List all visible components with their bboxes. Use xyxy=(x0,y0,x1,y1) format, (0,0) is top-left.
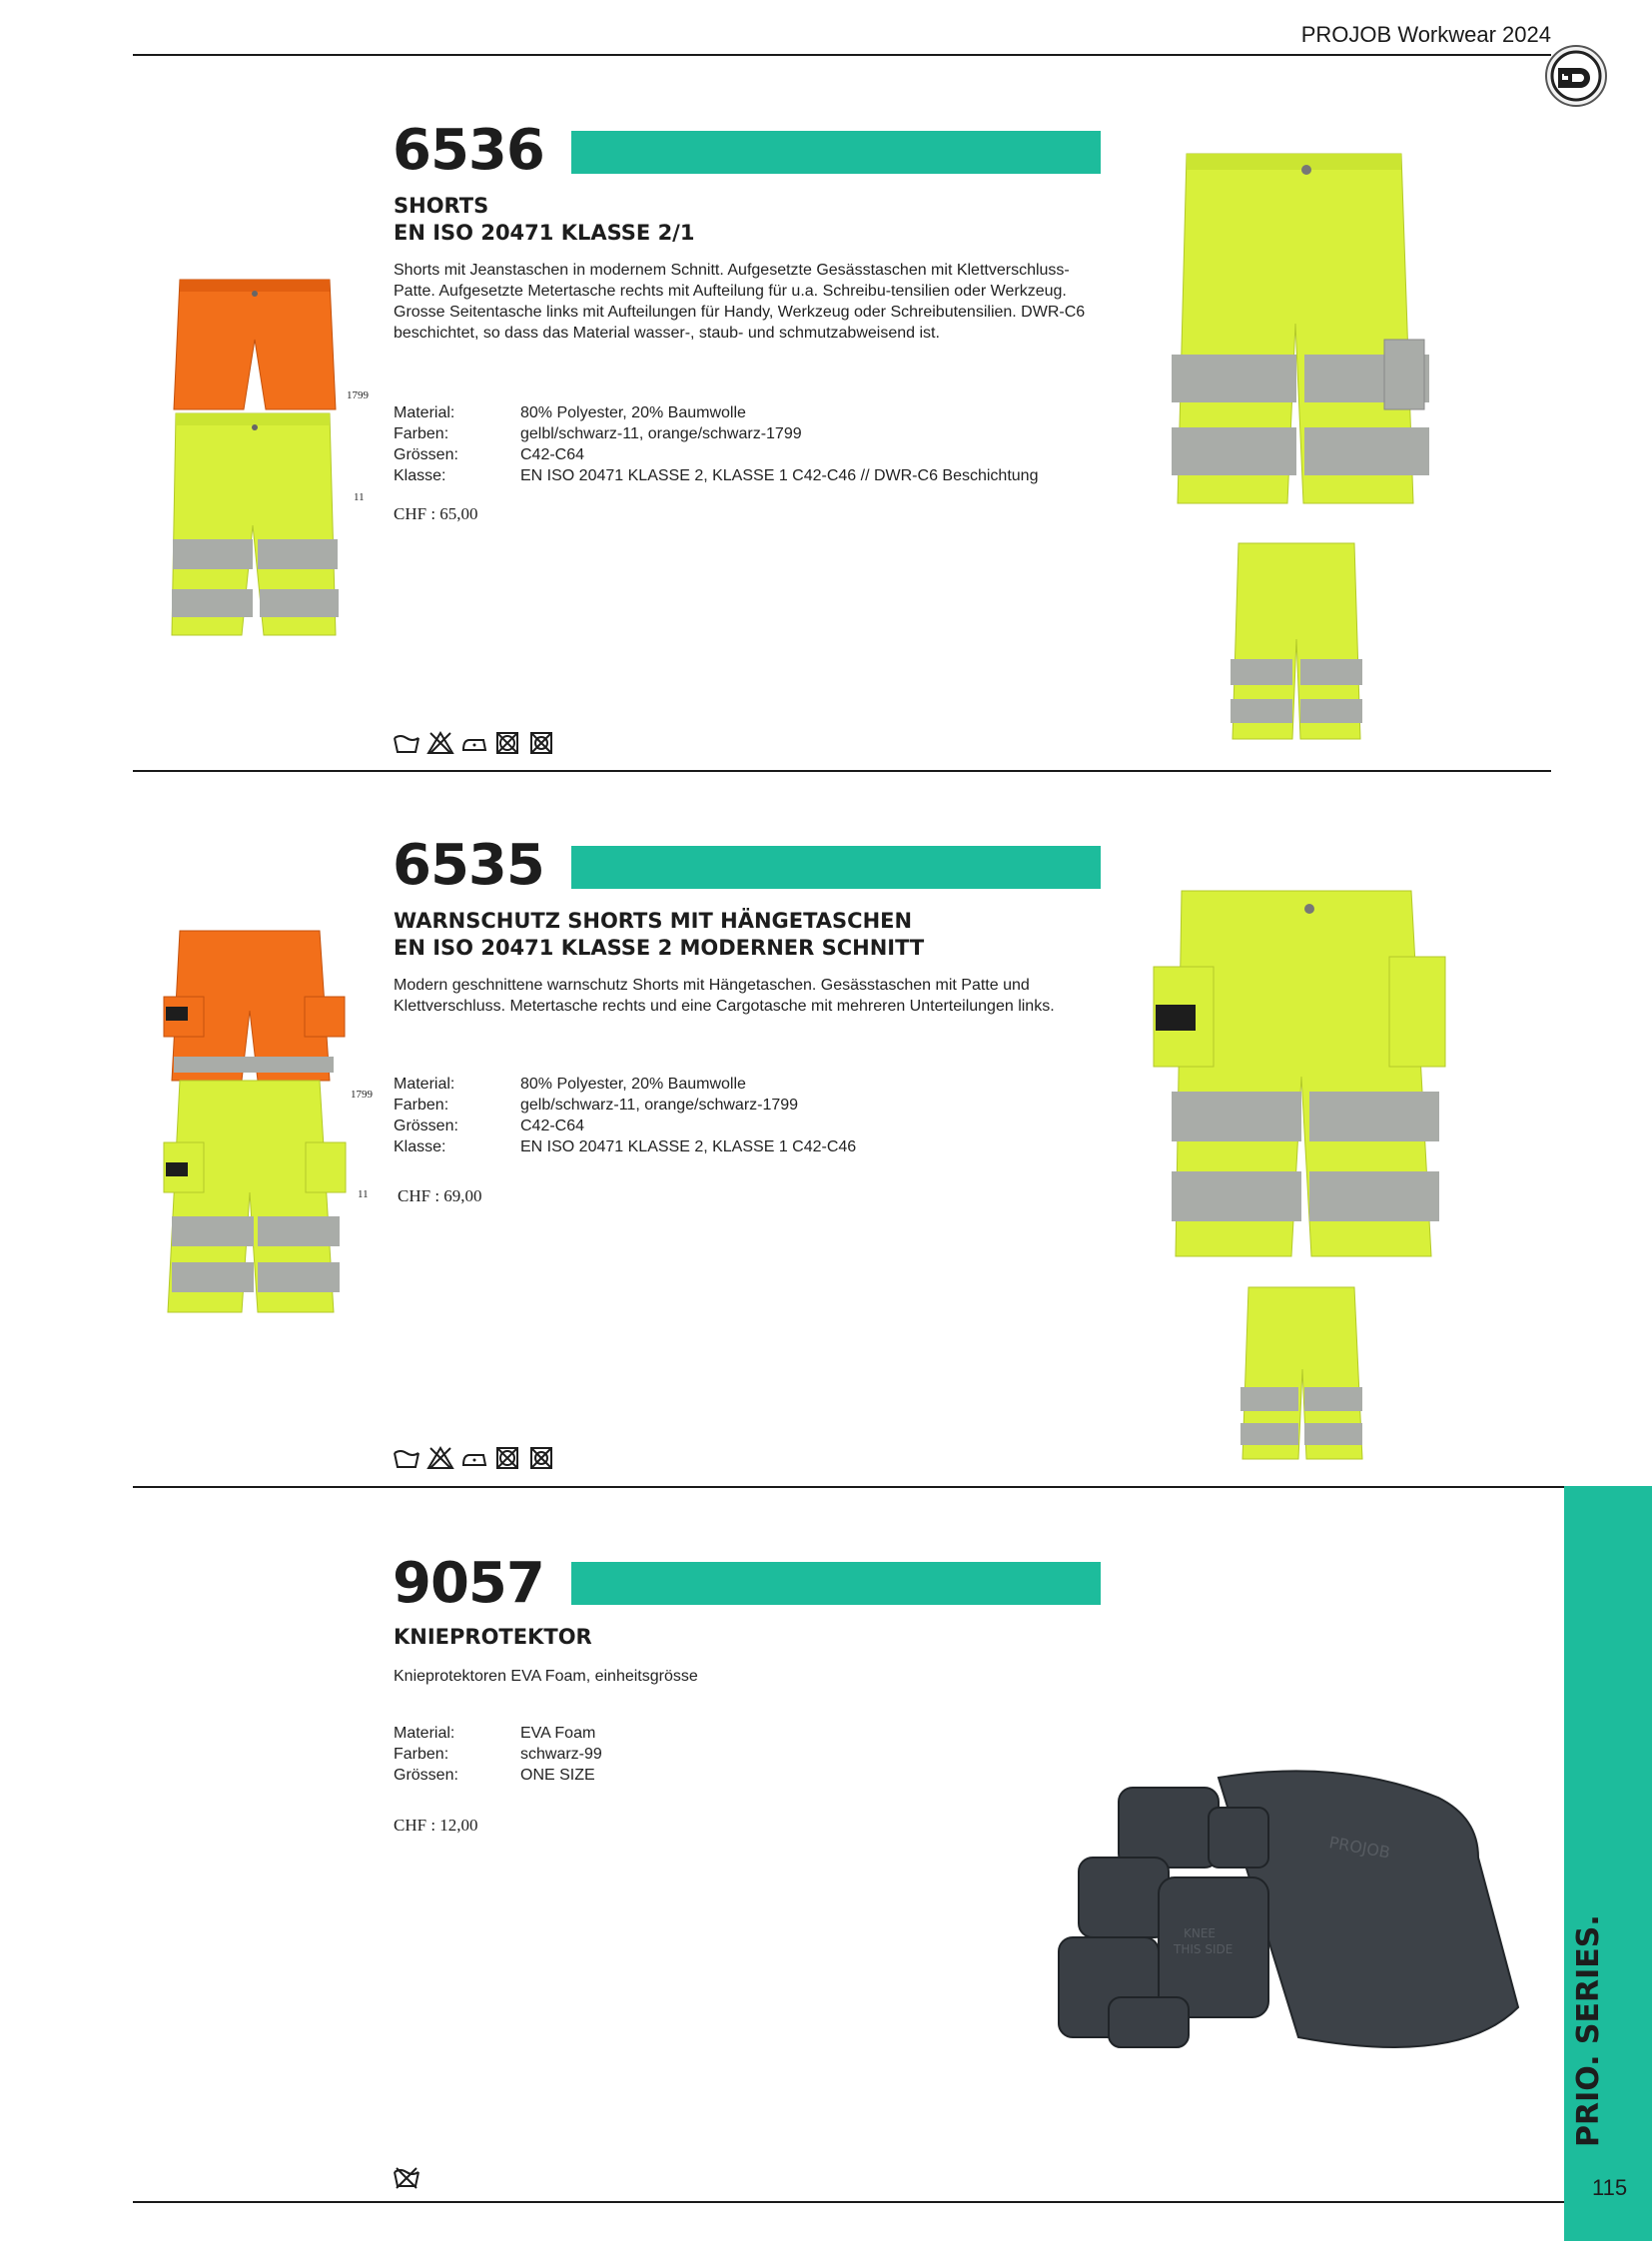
product-price: CHF : 69,00 xyxy=(398,1186,482,1205)
no-wash-icon xyxy=(393,2164,420,2190)
accent-bar xyxy=(571,846,1101,889)
product-title xyxy=(394,1624,592,1651)
no-bleach-icon xyxy=(426,730,454,756)
spec-label: Farben: xyxy=(394,425,449,442)
product-title xyxy=(394,908,924,962)
series-label: PRIO. SERIES. xyxy=(1571,1914,1606,2147)
accent-bar xyxy=(571,1562,1101,1605)
care-icons xyxy=(393,730,556,756)
title-line: EN ISO 20471 KLASSE 2 MODERNER SCHNITT xyxy=(394,936,925,960)
warning-shorts-yellow-front-image xyxy=(1152,887,1451,1261)
product-description: Modern geschnittene warnschutz Shorts mit Hängetaschen. Gesässtaschen mit Patte und Klettverschluss. Metertasche rechts und eine Cargotasche mit mehreren Unterteilungen links. xyxy=(394,977,1055,1015)
spec-value: EN ISO 20471 KLASSE 2, KLASSE 1 C42-C46 xyxy=(520,1138,857,1155)
spec-value: gelbl/schwarz-11, orange/schwarz-1799 xyxy=(520,425,802,442)
spec-value: ONE SIZE xyxy=(520,1767,595,1784)
care-icons xyxy=(393,1445,556,1471)
product-number: 6536 xyxy=(393,118,544,183)
spec-value: 80% Polyester, 20% Baumwolle xyxy=(520,1076,746,1093)
title-line: SHORTS xyxy=(394,194,489,218)
no-dry-clean-icon xyxy=(494,1445,522,1471)
product-description: Knieprotektoren EVA Foam, einheitsgrösse xyxy=(394,1668,698,1685)
knee-pad-label: KNEE xyxy=(1184,1926,1217,1940)
no-tumble-dry-icon xyxy=(528,1445,556,1471)
knee-protector-image xyxy=(1049,1768,1548,2057)
spec-label: Klasse: xyxy=(394,1138,446,1155)
wash-40-icon xyxy=(393,730,420,756)
knee-pad-brand: PROJOB xyxy=(1327,1833,1392,1863)
care-icons xyxy=(393,2164,420,2190)
warning-shorts-orange-thumbnail xyxy=(160,927,350,1087)
product-price: CHF : 12,00 xyxy=(394,1816,478,1835)
color-code: 11 xyxy=(358,1188,369,1200)
spec-label: Grössen: xyxy=(394,1118,458,1134)
no-bleach-icon xyxy=(426,1445,454,1471)
product-number: 6535 xyxy=(393,833,544,898)
color-code: 11 xyxy=(354,491,365,503)
knee-pad-label: THIS SIDE xyxy=(1174,1942,1234,1956)
shorts-yellow-back-image xyxy=(1227,539,1366,744)
spec-table xyxy=(394,1074,856,1157)
iron-low-icon xyxy=(460,1445,488,1471)
no-dry-clean-icon xyxy=(494,730,522,756)
color-code: 1799 xyxy=(351,1089,373,1101)
shorts-orange-thumbnail xyxy=(170,276,340,415)
spec-label: Farben: xyxy=(394,1097,449,1114)
product-price: CHF : 65,00 xyxy=(394,504,478,523)
shorts-yellow-front-image xyxy=(1162,150,1431,519)
spec-label: Farben: xyxy=(394,1746,449,1763)
page-number: 115 xyxy=(1592,2175,1628,2200)
product-title xyxy=(394,193,694,247)
spec-label: Grössen: xyxy=(394,446,458,463)
gd-logo-icon xyxy=(1544,44,1608,108)
section-divider xyxy=(133,770,1551,772)
spec-label: Grössen: xyxy=(394,1767,458,1784)
product-description: Shorts mit Jeanstaschen in modernem Schnitt. Aufgesetzte Gesässtaschen mit Klettverschluss-Patte. Aufgesetzte Metertasche rechts mit Aufteilung für u.a. Schreibu-tensilien oder Werkzeug. Grosse Seitentasche links mit Aufteilungen für Handy, Werkzeug oder Schreibutensilien. DWR-C6 beschichtet, so dass das Material wasser-, staub- und schmutzabweisend ist. xyxy=(394,262,1086,342)
warning-shorts-yellow-back-image xyxy=(1237,1283,1366,1463)
title-line: WARNSCHUTZ SHORTS MIT HÄNGETASCHEN xyxy=(394,909,913,933)
iron-low-icon xyxy=(460,730,488,756)
title-line: KNIEPROTEKTOR xyxy=(394,1625,592,1649)
shorts-yellow-thumbnail xyxy=(170,409,340,639)
section-divider xyxy=(133,1486,1564,1488)
spec-value: 80% Polyester, 20% Baumwolle xyxy=(520,404,746,421)
spec-value: gelb/schwarz-11, orange/schwarz-1799 xyxy=(520,1097,799,1114)
spec-value: EVA Foam xyxy=(520,1725,596,1742)
section-divider xyxy=(133,2201,1564,2203)
product-number: 9057 xyxy=(393,1551,544,1616)
spec-value: C42-C64 xyxy=(520,1118,585,1134)
spec-label: Material: xyxy=(394,404,455,421)
spec-label: Klasse: xyxy=(394,467,446,484)
spec-label: Material: xyxy=(394,1076,455,1093)
accent-bar xyxy=(571,131,1101,174)
header-divider xyxy=(133,54,1551,56)
no-tumble-dry-icon xyxy=(528,730,556,756)
spec-table xyxy=(394,1723,602,1786)
warning-shorts-yellow-thumbnail xyxy=(160,1077,350,1316)
spec-value: schwarz-99 xyxy=(520,1746,602,1763)
spec-label: Material: xyxy=(394,1725,455,1742)
spec-value: C42-C64 xyxy=(520,446,585,463)
title-line: EN ISO 20471 KLASSE 2/1 xyxy=(394,221,695,245)
spec-value: EN ISO 20471 KLASSE 2, KLASSE 1 C42-C46 // DWR-C6 Beschichtung xyxy=(520,467,1039,484)
catalog-title: PROJOB Workwear 2024 xyxy=(1300,22,1551,47)
spec-table xyxy=(394,402,1038,486)
color-code: 1799 xyxy=(347,389,369,401)
wash-40-icon xyxy=(393,1445,420,1471)
